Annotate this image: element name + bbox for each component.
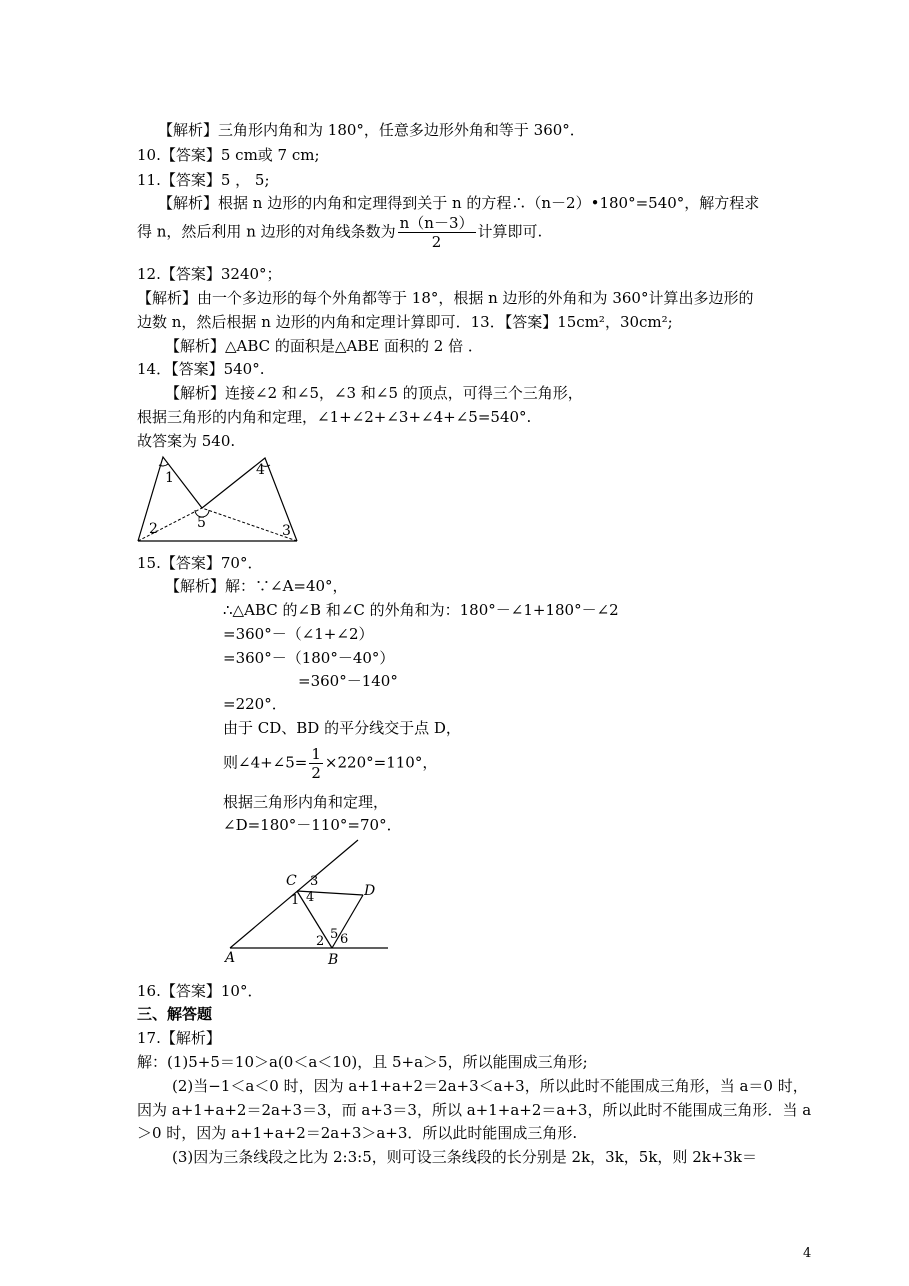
text-line: =360°－140°: [298, 672, 398, 690]
angle-label: 4: [256, 462, 265, 478]
angle-label: 1: [291, 893, 300, 908]
text-line: 16.【答案】10°．: [137, 982, 263, 1000]
angle-label: 5: [330, 927, 339, 942]
text-line: 边数 n，然后根据 n 边形的内角和定理计算即可．13．【答案】15cm²，30cm²;: [137, 313, 673, 331]
fraction: [398, 214, 476, 251]
text-line: 14．【答案】540°.: [137, 360, 265, 378]
text-line: 根据三角形的内角和定理，∠1+∠2+∠3+∠4+∠5=540°.: [137, 408, 532, 426]
text-line: 由于 CD、BD 的平分线交于点 D，: [223, 719, 461, 737]
text-line: 故答案为 540.: [137, 432, 236, 450]
text-line: 【解析】解：∵∠A=40°，: [165, 577, 348, 595]
angle-label: 6: [340, 932, 349, 947]
angle-label: 2: [316, 934, 325, 949]
text-line: 【解析】由一个多边形的每个外角都等于 18°，根据 n 边形的外角和为 360°计算出多边形的: [137, 289, 754, 307]
text-line: 【解析】根据 n 边形的内角和定理得到关于 n 的方程∴（n－2）•180°=540°，解方程求: [158, 194, 760, 212]
point-label: D: [364, 883, 376, 899]
text-line: 【解析】△ABC 的面积是△ABE 面积的 2 倍 ．: [165, 337, 483, 355]
text-line: ∠D=180°－110°=70°．: [223, 816, 402, 834]
text-line: 12.【答案】3240°；: [137, 265, 282, 283]
text-line: 10.【答案】5 cm或 7 cm;: [137, 146, 320, 164]
triangle-figure: [220, 838, 395, 968]
text-line: 11.【答案】5 ， 5;: [137, 171, 270, 189]
angle-label: 1: [165, 470, 174, 486]
text-span: 则∠4+∠5=: [223, 753, 308, 772]
text-line: =220°．: [223, 695, 287, 713]
angle-label: 5: [197, 515, 206, 531]
point-label: C: [286, 873, 297, 889]
text-line: (3)因为三条线段之比为 2:3:5，则可设三条线段的长分别是 2k，3k，5k，则 2k+3k＝: [172, 1148, 758, 1166]
text-line: =360°－（∠1+∠2）: [223, 625, 374, 643]
fraction-numerator: 1: [311, 745, 321, 763]
angle-label: 3: [282, 523, 291, 539]
page-number: 4: [803, 1246, 812, 1261]
text-line: =360°－（180°－40°）: [223, 649, 395, 667]
section-heading: 三、解答题: [137, 1005, 213, 1023]
text-span: 计算即可.: [477, 222, 543, 241]
text-line: ∴△ABC 的∠B 和∠C 的外角和为：180°－∠1+180°－∠2: [223, 601, 619, 619]
point-label: A: [225, 950, 236, 966]
fraction: [309, 745, 323, 782]
text-line: 解：(1)5+5＝10＞a(0＜a＜10)，且 5+a＞5，所以能围成三角形;: [137, 1053, 588, 1071]
point-label: B: [328, 952, 339, 968]
fraction-numerator: n（n－3）: [399, 214, 474, 232]
text-line: 根据三角形内角和定理，: [223, 793, 389, 811]
fraction-denominator: 2: [311, 764, 321, 782]
text-line: 17.【解析】: [137, 1029, 221, 1047]
angle-label: 3: [310, 874, 319, 889]
text-line: 因为 a+1+a+2＝2a+3＝3，而 a+3＝3，所以 a+1+a+2＝a+3，所以此时不能围成三角形．当 a: [137, 1101, 812, 1119]
text-line: (2)当−1＜a＜0 时，因为 a+1+a+2＝2a+3＜a+3，所以此时不能围成三角形，当 a＝0 时，: [172, 1077, 808, 1095]
text-line: 【解析】三角形内角和为 180°，任意多边形外角和等于 360°．: [158, 121, 585, 139]
pentagon-figure: [135, 455, 300, 547]
angle-label: 4: [306, 890, 315, 905]
text-line: 15.【答案】70°．: [137, 554, 263, 572]
text-line: [223, 745, 437, 782]
text-line: 【解析】连接∠2 和∠5，∠3 和∠5 的顶点，可得三个三角形，: [165, 384, 583, 402]
text-line: ＞0 时，因为 a+1+a+2＝2a+3＞a+3．所以此时能围成三角形.: [137, 1124, 578, 1142]
text-line: [137, 214, 542, 251]
text-span: ×220°=110°，: [324, 753, 438, 772]
fraction-denominator: 2: [431, 233, 442, 251]
angle-label: 2: [149, 521, 158, 537]
text-span: 得 n，然后利用 n 边形的对角线条数为: [137, 222, 396, 241]
